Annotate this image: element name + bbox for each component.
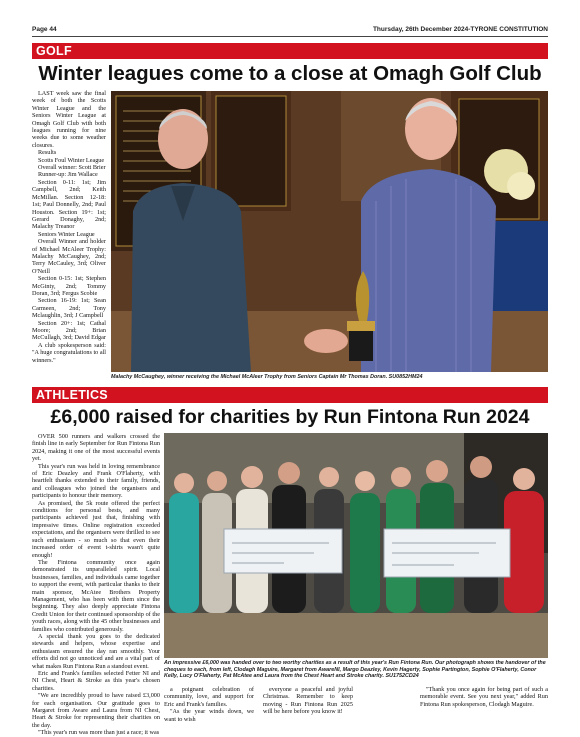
athletics-photo-caption: An impressive £6,000 was handed over to two worthy charities as a result of this year's Run Fintona Run. Our photograph shows the handover of the cheques to each, from left, Clodagh Maguire, Margaret from AwareNI, Margo Deazley, Kevin Hagerty, Sophie Partington, Sophie O'Flaherty, Conor Kelly, Lucy O'Flaherty, Pat McAtee and Laura from the Chest Heart and Stroke charity. SU1752CD24 — [164, 660, 546, 680]
athletics-article-body — [32, 433, 160, 737]
charity-cheque-photo — [164, 433, 548, 658]
athletics-paragraph: A special thank you goes to the dedicated stewards and helpers, whose expertise and enthusiasm ensured the day ran smoothly. Your efforts did not go unnoticed and are a vital part of what makes Run Fintona Run a standout event. — [32, 632, 160, 670]
athletics-paragraph: "Thank you once again for being part of such a memorable event. See you next year," added Run Fintona Run spokesperson, Clodagh Maguire. — [420, 686, 548, 708]
golf-paragraph: A club spokesperson said: "A huge congratulations to all winners." — [32, 341, 107, 364]
golf-article-body — [32, 90, 106, 380]
golf-paragraph: LAST week saw the final week of both the Scotts Winter League and the Seniors Winter League at Omagh Golf Club with both leagues running for nine weeks due to some weather closures. — [32, 90, 106, 149]
golf-paragraph: Section 16-19: 1st; Sean Carmeen, 2nd; Tony Mclaughlin, 3rd; J Campbell — [32, 297, 106, 320]
golf-paragraph: Seniors Winter League — [38, 230, 95, 238]
athletics-paragraph: The Fintona community once again demonstrated its unparalleled spirit. Local businesses, families, and individuals came together to support the event, with particular thanks to their main sponsor, McAtee Brothers Property Management, who has been with them since the beginning. They also deeply appreciate Fintona Credit Union for their continued sponsorship of the youth races, along with the 45 other businesses and families who contributed generously. — [32, 558, 160, 633]
athletics-paragraph: This year's run was held in loving remembrance of Eric Deazley and Frank O'Flaherty, with heartfelt thanks extended to their family, friends, and colleagues who joined the organisers and participants to honour their memory. — [32, 462, 160, 500]
athletics-section-bar — [32, 387, 548, 403]
golf-paragraph: Section 0-15: 1st; Stephen McGinty, 2nd; Tommy Doran, 3rd; Fergus Scobie — [32, 275, 106, 297]
golf-paragraph: Results — [38, 149, 57, 157]
header-rule — [32, 36, 548, 37]
golf-headline: Winter leagues come to a close at Omagh Golf Club — [38, 62, 542, 85]
page-number: Page 44 — [32, 26, 57, 33]
athletics-paragraph: a poignant celebration of community, love, and support for Eric and Frank's families. — [164, 686, 254, 708]
athletics-paragraph: OVER 500 runners and walkers crossed the finish line in early September for Run Fintona Run 2024, making it one of the most successful events yet. — [32, 433, 160, 463]
golf-section-label: GOLF — [36, 44, 72, 58]
golf-paragraph: Section 20+: 1st; Cathal Moore; 2nd; Brian McCullagh, 3rd; David Edgar — [32, 319, 106, 342]
athletics-paragraph: "As the year winds down, we want to wish — [164, 708, 254, 723]
golf-paragraph: Overall Winner and holder of Michael McAleer Trophy: Malachy McCaughey, 2nd; Terry McCauley, 3rd; Oliver O'Neill — [32, 238, 106, 275]
athletics-paragraph: Eric and Frank's families selected Fetter NI and NI Chest, Heart & Stroke as this year's chosen charities. — [32, 670, 160, 692]
golf-paragraph: Overall winner: Scott Brier — [38, 164, 106, 172]
golf-section-bar — [32, 43, 548, 59]
athletics-continuation-col-1 — [164, 686, 254, 726]
athletics-continuation-col-2 — [263, 686, 353, 726]
athletics-paragraph: everyone a peaceful and joyful Christmas. Remember to keep moving - Run Fintona Run 2025 will be here before you know it! — [263, 686, 353, 716]
golf-trophy-photo — [111, 91, 548, 372]
athletics-headline: £6,000 raised for charities by Run Fintona Run 2024 — [50, 406, 530, 428]
golf-paragraph: Runner-up: Jim Wallace — [38, 171, 98, 179]
golf-photo-caption: Malachy McCaughey, winner receiving the Michael McAleer Trophy from Seniors Captain Mr Thomas Doran. SU0852HM24 — [111, 374, 423, 380]
golf-paragraph: Section 0-11: 1st; Jim Campbell, 2nd; Keith McMillan. Section 12-18: 1st; Paul Donnelly, 2nd; Paul Houston. Section 19+: 1st; Gerard Donaghy, 2nd; Malachy Treanor — [32, 178, 106, 231]
golf-paragraph: Scotts Foul Winter League — [38, 156, 105, 164]
page-header — [32, 26, 548, 36]
athletics-paragraph: "This year's run was more than just a race; it was — [38, 729, 160, 737]
athletics-paragraph: As promised, the 5k route offered the perfect conditions for personal bests, and many participants achieved just that, finishing with impressive times. Online registration exceeded expectations, and the organisers were thrilled to see such enthusiasm - so much so that even their increased order of event t-shirts wasn't quite enough! — [32, 499, 160, 559]
edition-line: Thursday, 26th December 2024-TYRONE CONSTITUTION — [372, 26, 548, 33]
athletics-paragraph: "We are incredibly proud to have raised £3,000 for each organisation. Our gratitude goes to Margaret from Aware and Laura from NI Chest, Heart & Stroke for representing their charities on the day. — [32, 692, 160, 729]
athletics-continuation-col-3 — [420, 686, 548, 726]
athletics-section-label: ATHLETICS — [36, 388, 108, 402]
